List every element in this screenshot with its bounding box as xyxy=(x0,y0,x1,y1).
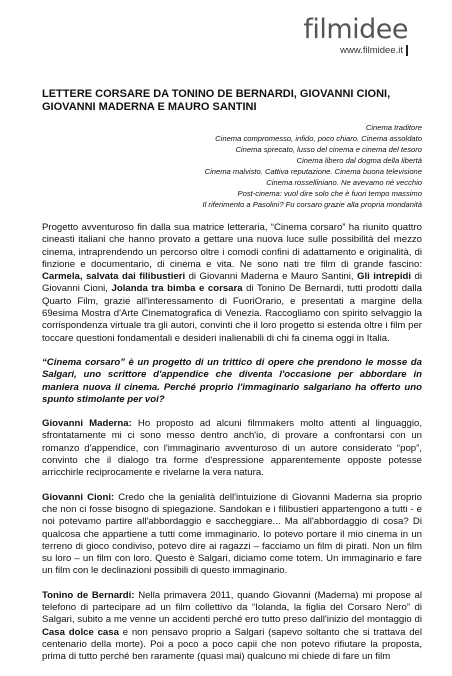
answer-text: Credo che la genialità dell'intuizione di Giovanni Maderna sia proprio che non ci fosse bisogno di spiegazione. Sandokan e i filibustieri appartengono a tutti - e noi potevamo partire all'abbordaggio e saccheggiare... Ma all'abbordaggio di cosa? Di qualcosa che appartiene a tutti come immaginario. Io potevo portare il mio cinema in un terreno di gioco condiviso, potevo dire ai ragazzi – facciamo un film di pirati. Non un film su loro – un film con loro. Questo è Salgari, diciamo come totem. Un immaginario e fare un film con le declinazioni possibili di questo immaginario. xyxy=(42,491,422,577)
intro-paragraph xyxy=(42,222,422,345)
speaker-name: Tonino de Bernardi: xyxy=(42,589,135,601)
epigraph xyxy=(42,122,422,210)
answer-paragraph xyxy=(42,590,422,664)
epigraph-line: Post-cinema: vuol dire solo che è fuori tempo massimo xyxy=(237,189,422,198)
answer-paragraph xyxy=(42,418,422,479)
answer-text: Nella primavera 2011, quando Giovanni (Maderna) mi propose al telefono di partecipare ad un film collettivo da “Iolanda, la figlia del Corsaro Nero” di Salgari, subito a me venne un accidenti perché ero tutto preso dall'inizio del montaggio di xyxy=(42,589,422,626)
logo-url-line xyxy=(303,45,408,56)
film-title: Carmela, salvata dai filibustieri xyxy=(42,271,186,283)
epigraph-line: Il riferimento a Pasolini? Fu corsaro grazie alla propria mondanità xyxy=(202,200,422,209)
answer-paragraph xyxy=(42,492,422,578)
filmidee-logo xyxy=(303,16,408,56)
speaker-name: Giovanni Maderna: xyxy=(42,418,132,430)
intro-text: di Giovanni Cioni, xyxy=(42,271,422,295)
epigraph-line: Cinema libero dal dogma della libertà xyxy=(296,156,422,165)
answer-text: Ho proposto ad alcuni filmmakers molto attenti al linguaggio, sfrontatamente mi ci sono messo dentro anch'io, di provare a confrontarsi con un romanzo d'appendice, con l'immaginario avventuroso di un autore considerato “pop”, convinto che il dialogo tra forme d'espressione apparentemente opposte potesse arricchirle reciprocamente e rivelarne la vera natura. xyxy=(42,418,423,479)
epigraph-line: Cinema compromesso, infido, poco chiaro. Cinema assoldato xyxy=(215,134,422,143)
speaker-name: Giovanni Cioni: xyxy=(42,491,115,503)
intro-text: di Tonino De Bernardi, tutti prodotti dalla Quarto Film, grazie all'interessamento di FuoriOrario, e presentati a margine della 69esima Mostra d'Arte Cinematografica di Venezia. Raccogliamo con spirito selvaggio la corrispondenza virtuale tra gli autori, convinti che il loro progetto si estenda oltre i film per toccare questioni fondamentali e desideri inalienabili di chi fa cinema oggi in Italia. xyxy=(42,283,422,344)
epigraph-line: Cinema rosselliniano. Ne avevamo né vecchio xyxy=(266,178,422,187)
article-title: LETTERE CORSARE DA TONINO DE BERNARDI, GIOVANNI CIONI, GIOVANNI MADERNA E MAURO SANTINI xyxy=(42,88,391,113)
film-mark-icon xyxy=(406,45,408,56)
answer-text: e non pensavo proprio a Salgari (sapevo soltanto che si trattava del centenario della morte). Poi a poco a poco capii che non potevo rifiutare la proposta, prima di tutto perché ben raramente (quasi mai) qualcuno mi chiede di fare un film xyxy=(42,626,422,663)
epigraph-line: Cinema malvisto. Cattiva reputazione. Cinema buona televisione xyxy=(204,167,422,176)
epigraph-line: Cinema traditore xyxy=(365,123,422,132)
film-title: Casa dolce casa xyxy=(42,626,119,638)
logo-url: www.filmidee.it xyxy=(340,45,403,56)
article xyxy=(42,88,422,676)
logo-name: filmidee xyxy=(303,14,408,45)
film-title: Gli intrepidi xyxy=(356,271,412,283)
film-title: Jolanda tra bimba e corsara xyxy=(111,283,243,295)
intro-text: Progetto avventuroso fin dalla sua matrice letteraria, “Cinema corsaro” ha riunito quattro cineasti italiani che hanno provato a gettare una nuova luce sulle possibilità del mezzo cinema, intraprendendo un percorso oltre i comodi confini di adattamento e originalità, di finzione e documentario, di cinema e vita. Ne sono nati tre film di grande fascino: xyxy=(42,222,422,270)
epigraph-line: Cinema sprecato, lusso del cinema e cinema del tesoro xyxy=(235,145,422,154)
intro-text: di Giovanni Maderna e Mauro Santini, xyxy=(185,271,357,283)
interview-question: “Cinema corsaro” è un progetto di un trittico di opere che prendono le mosse da Salgari, uno scrittore d'appendice che diventa l'occasione per abbordare in maniera nuova il cinema. Perché proprio l'immaginario salgariano ha offerto uno spunto stimolante per voi? xyxy=(42,356,422,405)
